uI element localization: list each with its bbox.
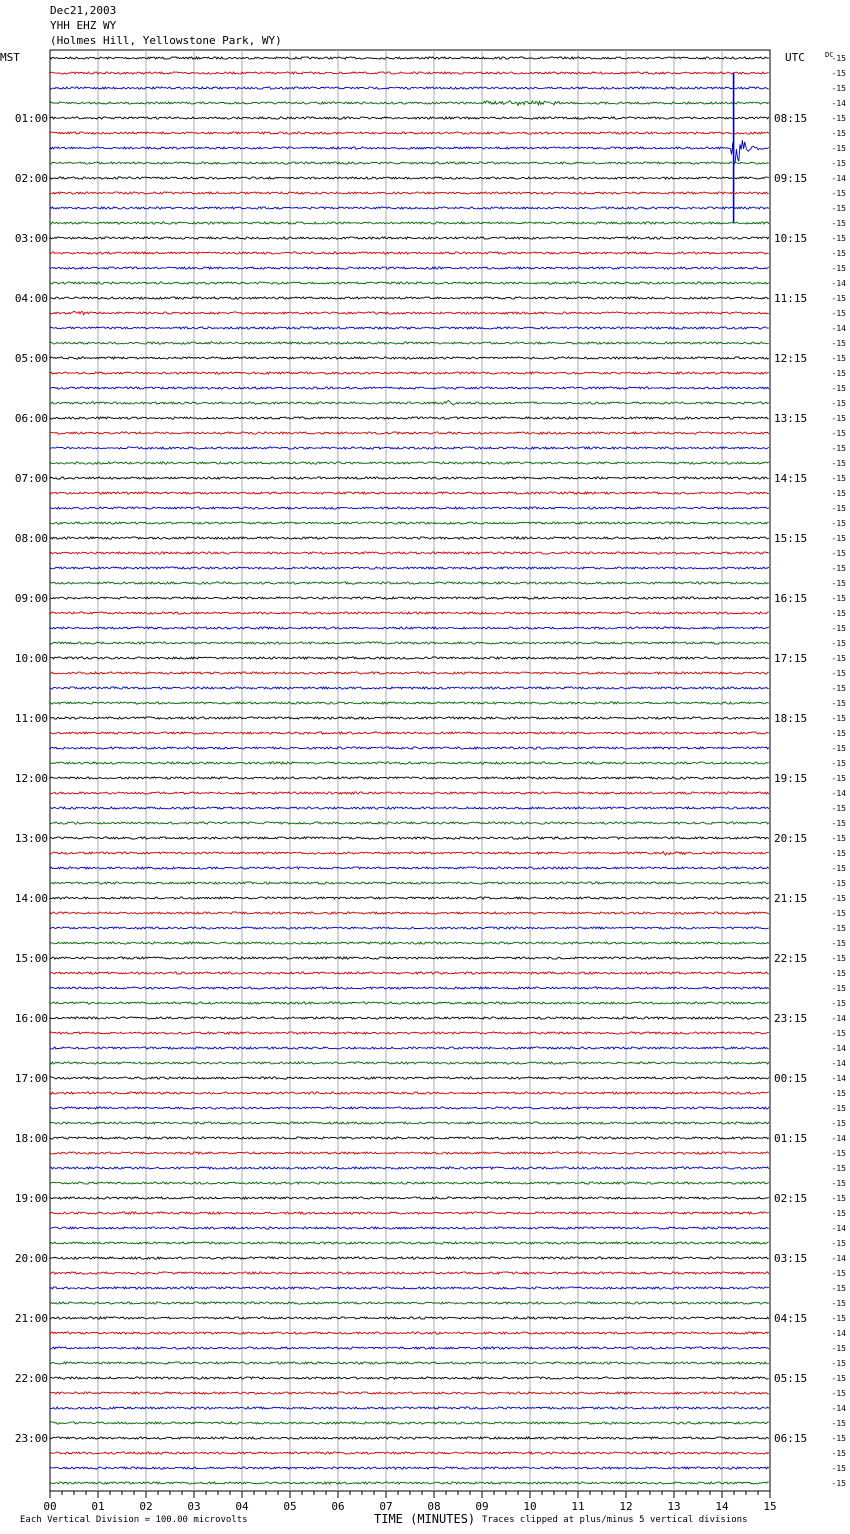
utc-hour-label: 21:15 [774,892,808,905]
seismic-trace [50,400,769,405]
seismic-trace [50,672,769,674]
utc-hour-label: 12:15 [774,352,808,365]
utc-hour-label: 15:15 [774,532,808,545]
seismic-trace [50,252,769,254]
dc-offset-label: -14 [831,1404,846,1413]
x-tick-label: 14 [715,1500,729,1513]
clip-note: Traces clipped at plus/minus 5 vertical divisions [482,1515,748,1525]
dc-offset-label: -15 [831,1359,846,1368]
dc-offset-label: -15 [831,219,846,228]
dc-offset-label: -15 [831,999,846,1008]
seismic-trace [50,267,769,269]
seismic-trace [50,732,769,734]
dc-offset-label: -15 [831,1464,846,1473]
dc-offset-label: -15 [831,579,846,588]
seismic-trace [50,1242,769,1244]
seismic-trace [50,1437,769,1439]
seismic-trace [50,1047,769,1049]
dc-offset-label: -15 [831,1104,846,1113]
dc-offset-label: -14 [831,1134,846,1143]
dc-offset-label: -15 [831,969,846,978]
seismic-trace [50,162,769,164]
dc-offset-label: -15 [831,984,846,993]
seismic-trace [50,567,769,569]
dc-offset-label: -15 [831,1479,846,1488]
dc-offset-label: -15 [831,189,846,198]
dc-offset-label: -14 [831,1059,846,1068]
seismic-trace [50,117,769,119]
x-tick-label: 08 [427,1500,441,1513]
mst-hour-label: 09:00 [14,592,48,605]
seismic-trace [50,597,769,599]
seismic-trace [50,807,769,809]
dc-offset-label: -15 [831,249,846,258]
seismic-trace [50,72,769,74]
dc-offset-label: -15 [831,54,846,63]
dc-offset-label: -15 [831,759,846,768]
seismic-trace [50,1317,769,1319]
seismic-trace [50,1287,769,1289]
seismic-trace [50,687,769,689]
utc-axis-label: UTC [785,51,805,64]
dc-offset-label: -15 [831,459,846,468]
seismic-trace [50,537,769,539]
mst-hour-label: 14:00 [14,892,48,905]
dc-offset-label: -15 [831,384,846,393]
seismic-trace [50,222,769,224]
seismic-trace [50,927,769,929]
seismic-trace [50,1152,769,1154]
mst-hour-label: 16:00 [14,1012,48,1025]
x-tick-label: 03 [187,1500,201,1513]
dc-offset-label: -14 [831,324,846,333]
utc-hour-label: 00:15 [774,1072,808,1085]
seismic-trace [50,762,769,764]
seismic-trace [50,327,769,329]
dc-offset-label: -15 [831,84,846,93]
seismic-trace [50,1077,769,1079]
seismic-trace [50,792,769,794]
dc-offset-label: -15 [831,159,846,168]
mst-hour-label: 02:00 [14,172,48,185]
seismic-trace [50,1122,769,1124]
dc-offset-label: -15 [831,879,846,888]
dc-offset-label: -15 [831,114,846,123]
seismic-trace [50,87,769,89]
dc-offset-label: -15 [831,1299,846,1308]
dc-offset-label: -15 [831,414,846,423]
utc-hour-label: 08:15 [774,112,808,125]
dc-offset-label: -15 [831,399,846,408]
mst-hour-label: 07:00 [14,472,48,485]
seismic-trace [50,177,769,179]
dc-offset-label: -15 [831,489,846,498]
dc-offset-label: -14 [831,1014,846,1023]
dc-offset-label: -14 [831,1224,846,1233]
dc-offset-label: -15 [831,639,846,648]
seismic-trace [50,942,769,944]
dc-offset-label: -15 [831,69,846,78]
dc-offset-label: -15 [831,534,846,543]
seismic-trace [50,432,769,434]
dc-offset-label: -15 [831,609,846,618]
dc-offset-label: -15 [831,1164,846,1173]
dc-offset-label: -15 [831,849,846,858]
traces [50,57,769,1484]
seismic-trace [50,492,769,494]
dc-offset-label: -15 [831,834,846,843]
seismic-trace [50,642,769,644]
dc-offset-label: -15 [831,129,846,138]
x-tick-label: 10 [523,1500,537,1513]
seismic-trace [50,1407,769,1409]
utc-hour-label: 16:15 [774,592,808,605]
dc-offset-label: -15 [831,519,846,528]
x-tick-label: 02 [139,1500,153,1513]
mst-hour-label: 13:00 [14,832,48,845]
utc-hour-label: 09:15 [774,172,808,185]
dc-offset-label: -15 [831,669,846,678]
seismic-trace [50,912,769,914]
dc-offset-label: -15 [831,1179,846,1188]
mst-hour-label: 22:00 [14,1372,48,1385]
seismic-trace [50,477,769,479]
seismic-trace [50,1482,769,1484]
seismic-trace [50,1212,769,1214]
seismic-trace [50,447,769,449]
mst-hour-label: 06:00 [14,412,48,425]
seismic-trace [50,1092,769,1094]
mst-axis-label: MST [0,51,20,64]
seismic-trace [50,657,769,659]
seismic-trace [50,717,769,719]
dc-offset-label: -15 [831,1449,846,1458]
seismic-trace [50,101,769,106]
station-location: (Holmes Hill, Yellowstone Park, WY) [50,34,282,47]
station-code: YHH EHZ WY [50,19,117,32]
seismic-trace [50,702,769,704]
dc-offset-label: -15 [831,744,846,753]
utc-hour-label: 13:15 [774,412,808,425]
mst-hour-label: 15:00 [14,952,48,965]
dc-offset-label: -14 [831,279,846,288]
seismic-trace [50,1167,769,1169]
seismic-trace [50,1377,769,1379]
dc-offset-label: -15 [831,924,846,933]
dc-offset-label: -14 [831,1329,846,1338]
seismic-trace [50,387,769,389]
mst-hour-label: 08:00 [14,532,48,545]
dc-offset-label: -15 [831,429,846,438]
dc-offset-label: -15 [831,339,846,348]
dc-offset-label: -15 [831,594,846,603]
seismic-trace [50,1032,769,1034]
dc-offset-label: -15 [831,954,846,963]
utc-hour-label: 19:15 [774,772,808,785]
seismic-trace [50,1062,769,1064]
seismic-trace [50,627,769,629]
seismic-trace [50,1197,769,1199]
dc-offset-label: -15 [831,699,846,708]
dc-offset-label: -15 [831,909,846,918]
seismic-trace [50,747,769,749]
seismic-trace [50,1392,769,1394]
seismic-trace [50,1362,769,1364]
seismic-trace [50,372,769,374]
dc-offset-label: -15 [831,1239,846,1248]
seismic-trace [50,1452,769,1454]
mst-hour-label: 23:00 [14,1432,48,1445]
mst-hour-label: 17:00 [14,1072,48,1085]
seismic-trace [50,852,769,856]
seismic-trace [50,552,769,554]
dc-offset-label: -15 [831,774,846,783]
x-tick-label: 05 [283,1500,297,1513]
mst-hour-label: 03:00 [14,232,48,245]
utc-hour-label: 11:15 [774,292,808,305]
seismic-trace [50,1332,769,1334]
seismic-trace [50,582,769,584]
seismic-trace [50,897,769,899]
dc-offset-label: -15 [831,504,846,513]
dc-offset-label: -15 [831,549,846,558]
x-tick-label: 09 [475,1500,489,1513]
dc-offset-label: -15 [831,354,846,363]
dc-offset-label: -15 [831,264,846,273]
seismic-trace [50,1302,769,1304]
seismic-trace [50,1182,769,1184]
utc-hour-label: 05:15 [774,1372,808,1385]
dc-offset-label: -15 [831,294,846,303]
seismic-trace [50,987,769,989]
mst-hour-label: 18:00 [14,1132,48,1145]
utc-hour-label: 18:15 [774,712,808,725]
utc-hour-label: 23:15 [774,1012,808,1025]
plot-date: Dec21,2003 [50,4,117,17]
dc-offset-label: -15 [831,684,846,693]
dc-offset-label: -14 [831,1044,846,1053]
x-tick-label: 15 [763,1500,777,1513]
utc-hour-label: 20:15 [774,832,808,845]
dc-offset-label: -15 [831,1029,846,1038]
x-tick-label: 06 [331,1500,345,1513]
mst-hour-label: 19:00 [14,1192,48,1205]
x-tick-label: 01 [91,1500,105,1513]
dc-offset-label: -15 [831,819,846,828]
dc-offset-label: -15 [831,894,846,903]
seismic-trace [50,1422,769,1424]
seismic-trace [50,417,769,419]
dc-offset-label: -15 [831,1374,846,1383]
seismic-trace [50,1107,769,1109]
utc-hour-label: 22:15 [774,952,808,965]
seismic-trace [50,357,769,359]
seismic-trace [50,507,769,509]
seismic-trace [50,57,769,59]
dc-offset-label: -15 [831,309,846,318]
utc-hour-label: 06:15 [774,1432,808,1445]
seismic-trace [50,612,769,614]
seismic-trace [50,882,769,884]
mst-hour-label: 20:00 [14,1252,48,1265]
dc-offset-label: -15 [831,444,846,453]
dc-offset-label: -15 [831,1314,846,1323]
dc-offset-label: -15 [831,204,846,213]
x-axis-title: TIME (MINUTES) [374,1512,476,1526]
dc-offset-label: -15 [831,1269,846,1278]
dc-offset-label: -15 [831,864,846,873]
mst-hour-label: 11:00 [14,712,48,725]
dc-offset-label: -15 [831,564,846,573]
plot-frame [50,50,770,1491]
seismic-trace [50,1227,769,1229]
dc-offset-label: -15 [831,1149,846,1158]
seismic-trace [50,140,769,165]
x-tick-label: 00 [43,1500,57,1513]
mst-hour-label: 04:00 [14,292,48,305]
dc-offset-label: -15 [831,804,846,813]
dc-offset-label: -15 [831,1209,846,1218]
dc-offset-label: -14 [831,99,846,108]
dc-offset-label: -15 [831,714,846,723]
seismic-trace [50,132,769,134]
dc-offset-label: -15 [831,1119,846,1128]
utc-hour-label: 04:15 [774,1312,808,1325]
x-tick-label: 12 [619,1500,633,1513]
mst-hour-label: 01:00 [14,112,48,125]
dc-label: DC [825,51,834,59]
seismic-trace [50,837,769,839]
seismic-trace [50,957,769,959]
dc-offset-label: -15 [831,1389,846,1398]
seismic-trace [50,777,769,779]
dc-offset-label: -15 [831,1344,846,1353]
dc-offset-label: -15 [831,1194,846,1203]
seismic-trace [50,462,769,464]
seismic-trace [50,522,769,524]
mst-hour-label: 12:00 [14,772,48,785]
dc-offset-label: -15 [831,234,846,243]
utc-hour-label: 14:15 [774,472,808,485]
x-tick-label: 13 [667,1500,681,1513]
seismic-trace [50,1257,769,1259]
seismic-trace [50,342,769,344]
dc-offset-label: -15 [831,144,846,153]
seismic-trace [50,1002,769,1004]
dc-offset-label: -14 [831,174,846,183]
mst-hour-label: 10:00 [14,652,48,665]
seismic-trace [50,1137,769,1139]
seismic-trace [50,867,769,869]
x-tick-label: 07 [379,1500,393,1513]
seismic-trace [50,822,769,824]
utc-hour-label: 10:15 [774,232,808,245]
dc-offset-label: -14 [831,1074,846,1083]
dc-offset-label: -15 [831,624,846,633]
utc-hour-label: 02:15 [774,1192,808,1205]
dc-offset-label: -15 [831,654,846,663]
mst-hour-label: 21:00 [14,1312,48,1325]
utc-hour-label: 03:15 [774,1252,808,1265]
dc-offset-label: -15 [831,939,846,948]
dc-offset-label: -15 [831,1419,846,1428]
seismic-trace [50,1017,769,1019]
seismic-trace [50,207,769,209]
seismic-trace [50,297,769,299]
dc-offset-label: -14 [831,789,846,798]
seismic-trace [50,237,769,239]
dc-offset-label: -15 [831,1434,846,1443]
seismic-trace [50,972,769,974]
seismic-trace [50,192,769,194]
dc-offset-label: -15 [831,729,846,738]
dc-offset-label: -15 [831,1284,846,1293]
dc-offset-label: -15 [831,474,846,483]
utc-hour-label: 17:15 [774,652,808,665]
dc-offset-label: -15 [831,1089,846,1098]
x-tick-label: 11 [571,1500,585,1513]
mst-hour-label: 05:00 [14,352,48,365]
x-tick-label: 04 [235,1500,249,1513]
dc-offset-label: -15 [831,369,846,378]
utc-hour-label: 01:15 [774,1132,808,1145]
seismic-trace [50,1467,769,1469]
dc-offset-label: -14 [831,1254,846,1263]
seismic-trace [50,1272,769,1274]
scale-note: Each Vertical Division = 100.00 microvolts [20,1515,248,1525]
seismic-trace [50,282,769,284]
seismic-trace [50,311,769,315]
seismic-trace [50,1347,769,1349]
